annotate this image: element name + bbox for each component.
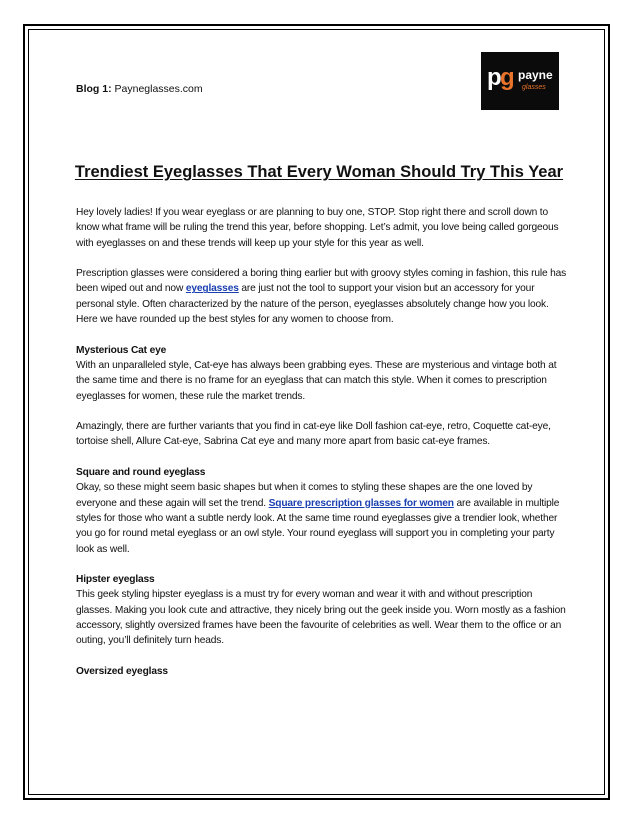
square-round-text-before: Okay, so these might seem basic shapes but when it comes to styling these shapes are the one loved by everyone and these again will set the trend. bbox=[76, 482, 533, 509]
hipster-heading: Hipster eyeglass bbox=[76, 574, 155, 586]
square-round-section bbox=[76, 465, 569, 557]
cat-eye-paragraph-1: With an unparalleled style, Cat-eye has always been grabbing eyes. These are mysterious and vintage both at the same time and there is no frame for an eyeglass that can match this style. When it comes to prescription eyeglasses for women, these rule the market trends. bbox=[76, 359, 557, 402]
article-title: Trendiest Eyeglasses That Every Woman Should Try This Year bbox=[74, 163, 564, 181]
payne-glasses-logo bbox=[481, 52, 559, 110]
square-round-heading: Square and round eyeglass bbox=[76, 467, 206, 479]
logo-name-bottom: glasses bbox=[522, 84, 546, 91]
hipster-section bbox=[76, 572, 569, 648]
intro-p2-after: are just not the tool to support your vision but an accessory for your personal style. Often characterized by the nature of the person, eyeglasses absolutely change how you look. Here we have rounded up the best styles for any women to choose from. bbox=[76, 283, 549, 326]
blog-label: Blog 1: bbox=[76, 83, 112, 95]
logo-mark-p: p bbox=[487, 64, 502, 91]
intro-p2-before: Prescription glasses were considered a boring thing earlier but with groovy styles coming in fashion, this rule has been wiped out and now bbox=[76, 268, 567, 295]
square-round-text-after: are available in multiple styles for those who want a subtle nerdy look. At the same time round eyeglasses give a trendier look, whether you go for round metal eyeglass or an owl style. Your round eyeglass will support you in completing your party look as well. bbox=[76, 497, 560, 555]
oversized-section bbox=[76, 664, 569, 679]
oversized-heading: Oversized eyeglass bbox=[76, 665, 168, 677]
square-prescription-link[interactable]: Square prescription glasses for women bbox=[268, 497, 454, 509]
logo-mark-g: g bbox=[500, 64, 515, 91]
hipster-paragraph: This geek styling hipster eyeglass is a must try for every woman and wear it with and without prescription glasses. Making you look cute and attractive, they nicely bring out the geek inside you. Worn mostly as a fashion accessory, slightly oversized frames have been the favourite of celebrities as well. Wear them to the office or an outing, you’ll definitely turn heads. bbox=[76, 589, 566, 647]
intro-paragraph-2 bbox=[76, 266, 569, 327]
cat-eye-section bbox=[76, 343, 569, 404]
logo-graphic bbox=[481, 52, 559, 110]
cat-eye-paragraph-2: Amazingly, there are further variants that you find in cat-eye like Doll fashion cat-eye, retro, Coquette cat-eye, tortoise shell, Allure Cat-eye, Sabrina Cat eye and many more apart from basic cat-eye frames. bbox=[76, 421, 551, 448]
eyeglasses-link[interactable]: eyeglasses bbox=[185, 283, 239, 295]
cat-eye-heading: Mysterious Cat eye bbox=[76, 344, 167, 356]
article-body bbox=[76, 205, 569, 695]
blog-source-line bbox=[76, 82, 203, 96]
intro-paragraph-1: Hey lovely ladies! If you wear eyeglass or are planning to buy one, STOP. Stop right there and scroll down to know what frame will be ruling the trend this year, before shopping. Let’s admit, you love being called gorgeous with eyeglasses on and these trends will keep up your style for this year as well. bbox=[76, 207, 559, 249]
blog-site: Payneglasses.com bbox=[114, 83, 203, 95]
logo-name-top: payne bbox=[518, 68, 553, 82]
